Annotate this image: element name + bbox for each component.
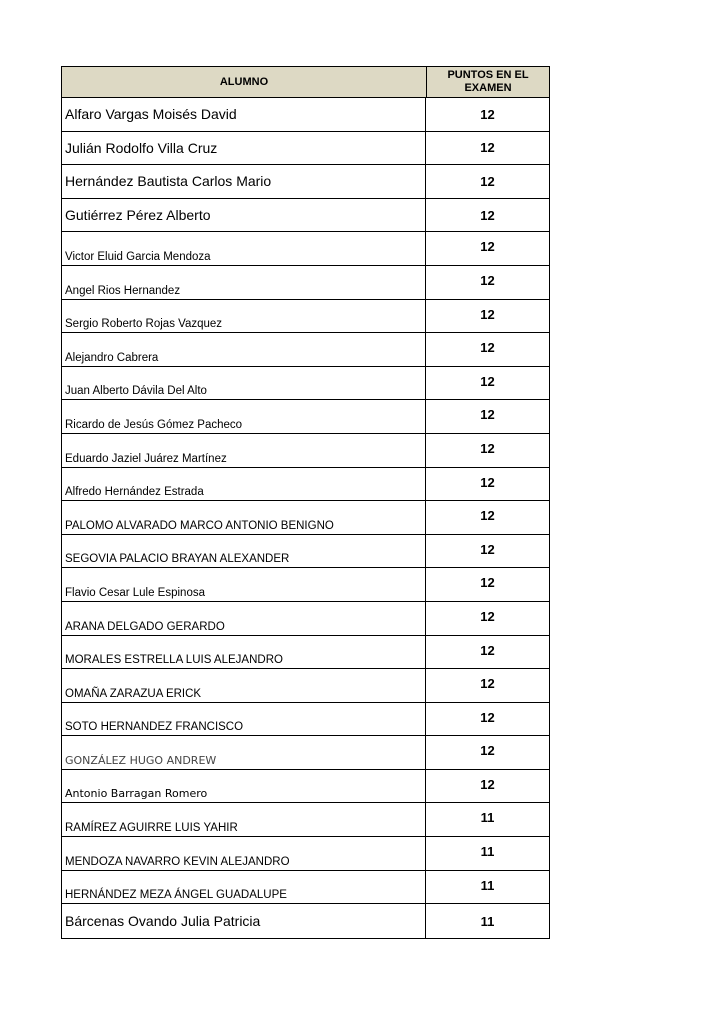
exam-score: 12 <box>480 440 495 456</box>
exam-score: 12 <box>480 743 495 759</box>
exam-score: 12 <box>480 642 495 658</box>
exam-score: 12 <box>480 474 495 490</box>
table-row <box>62 165 549 199</box>
student-name: Bárcenas Ovando Julia Patricia <box>62 904 426 938</box>
table-row <box>62 568 549 602</box>
table-row <box>62 468 549 502</box>
table-body <box>62 98 549 938</box>
student-name: Hernández Bautista Carlos Mario <box>62 165 426 198</box>
table-row <box>62 232 549 266</box>
exam-score: 11 <box>480 877 495 893</box>
student-name: MENDOZA NAVARRO KEVIN ALEJANDRO <box>62 837 426 870</box>
exam-score: 11 <box>480 844 495 860</box>
exam-score: 11 <box>480 913 495 929</box>
table-row <box>62 367 549 401</box>
table-row <box>62 266 549 300</box>
table-row <box>62 434 549 468</box>
exam-score: 12 <box>480 407 495 423</box>
student-name: GONZÁLEZ HUGO ANDREW <box>62 736 426 769</box>
exam-score: 12 <box>480 709 495 725</box>
table-row <box>62 636 549 670</box>
student-name: SOTO HERNANDEZ FRANCISCO <box>62 703 426 736</box>
exam-score: 12 <box>480 373 495 389</box>
exam-score: 12 <box>480 340 495 356</box>
student-name: Ricardo de Jesús Gómez Pacheco <box>62 400 426 433</box>
score-column-header <box>427 67 549 97</box>
student-name: HERNÁNDEZ MEZA ÁNGEL GUADALUPE <box>62 871 426 904</box>
score-header-line1: PUNTOS EN EL <box>447 69 529 81</box>
exam-score: 12 <box>480 676 495 692</box>
exam-score: 12 <box>480 207 495 223</box>
table-row <box>62 333 549 367</box>
student-name: SEGOVIA PALACIO BRAYAN ALEXANDER <box>62 535 426 568</box>
student-name: Flavio Cesar Lule Espinosa <box>62 568 426 601</box>
score-table <box>61 66 550 939</box>
exam-score: 12 <box>480 608 495 624</box>
exam-score: 12 <box>480 106 495 122</box>
score-header-line2: EXAMEN <box>464 82 512 94</box>
table-row <box>62 535 549 569</box>
exam-score: 12 <box>480 239 495 255</box>
student-name: ARANA DELGADO GERARDO <box>62 602 426 635</box>
student-name: Sergio Roberto Rojas Vazquez <box>62 300 426 333</box>
exam-score: 12 <box>480 140 495 156</box>
table-row <box>62 602 549 636</box>
table-row <box>62 904 549 938</box>
student-name: Gutiérrez Pérez Alberto <box>62 199 426 232</box>
student-name: MORALES ESTRELLA LUIS ALEJANDRO <box>62 636 426 669</box>
student-name: Julián Rodolfo Villa Cruz <box>62 132 426 165</box>
exam-score: 12 <box>480 272 495 288</box>
exam-score: 12 <box>480 173 495 189</box>
name-column-header: ALUMNO <box>62 67 427 97</box>
student-name: Alfredo Hernández Estrada <box>62 468 426 501</box>
table-row <box>62 199 549 233</box>
table-row <box>62 98 549 132</box>
student-name: RAMÍREZ AGUIRRE LUIS YAHIR <box>62 803 426 836</box>
student-name: Alejandro Cabrera <box>62 333 426 366</box>
student-name: Alfaro Vargas Moisés David <box>62 98 426 131</box>
table-row <box>62 703 549 737</box>
table-header <box>62 67 549 98</box>
exam-score: 12 <box>480 575 495 591</box>
table-row <box>62 736 549 770</box>
table-row <box>62 837 549 871</box>
student-name: Victor Eluid Garcia Mendoza <box>62 232 426 265</box>
table-row <box>62 669 549 703</box>
exam-score: 12 <box>480 541 495 557</box>
exam-score: 12 <box>480 306 495 322</box>
exam-score: 11 <box>480 810 495 826</box>
table-row <box>62 770 549 804</box>
exam-score: 12 <box>480 776 495 792</box>
student-name: OMAÑA ZARAZUA ERICK <box>62 669 426 702</box>
table-row <box>62 400 549 434</box>
student-name: Antonio Barragan Romero <box>62 770 426 803</box>
student-name: Angel Rios Hernandez <box>62 266 426 299</box>
table-row <box>62 132 549 166</box>
exam-score: 12 <box>480 508 495 524</box>
student-name: Juan Alberto Dávila Del Alto <box>62 367 426 400</box>
student-name: Eduardo Jaziel Juárez Martínez <box>62 434 426 467</box>
table-row <box>62 501 549 535</box>
student-name: PALOMO ALVARADO MARCO ANTONIO BENIGNO <box>62 501 426 534</box>
table-row <box>62 871 549 905</box>
table-row <box>62 300 549 334</box>
table-row <box>62 803 549 837</box>
